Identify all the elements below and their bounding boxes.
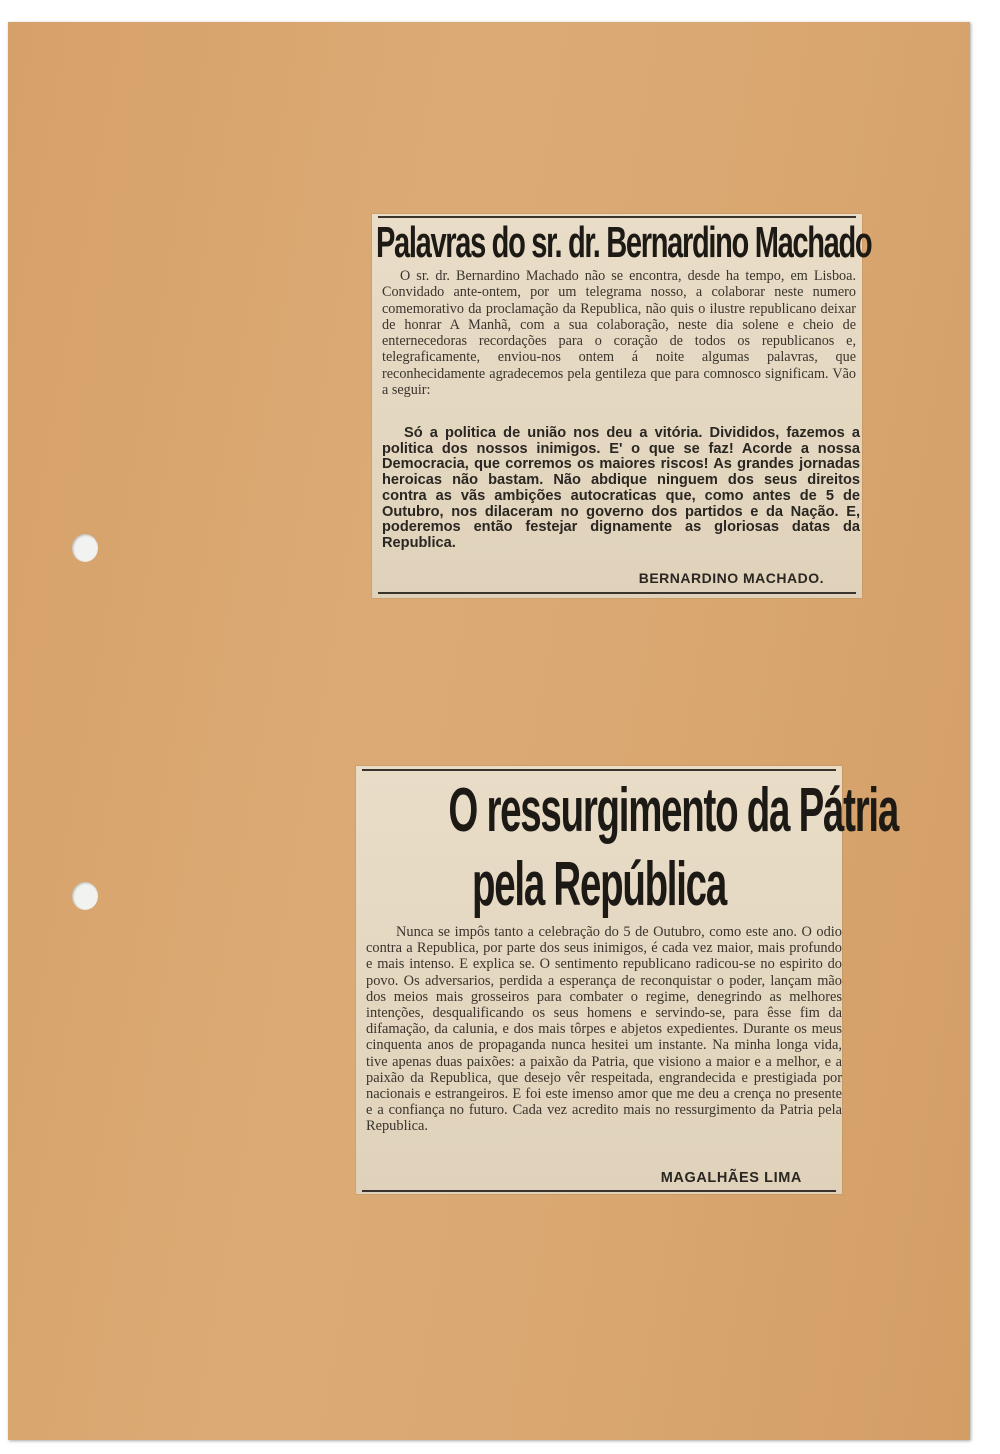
clipping-signature: MAGALHÃES LIMA — [660, 1170, 802, 1186]
punch-hole — [72, 534, 98, 562]
newspaper-clipping-magalhaes-lima — [356, 766, 898, 1194]
bottom-rule — [362, 1190, 836, 1192]
clipping-message-paragraph: Só a politica de união nos deu a vitória. Divididos, fazemos a politica dos nossos inimigos. E' o que se faz! Acorde a nossa Democracia, que corremos os maiores riscos! As grandes jornadas heroicas não bastam. Não abdique ninguem dos seus direitos contra as vãs ambições autocraticas que, como antes de 5 de Outubro, nos dilaceram no governo dos partidos e da Nação. E, poderemos então festejar dignamente as gloriosas datas da Republica. — [382, 425, 860, 551]
newspaper-clipping-bernardino-machado — [372, 214, 872, 598]
headline-line-1: O ressurgimento da Pátria — [448, 776, 898, 845]
punch-hole — [72, 882, 98, 910]
clipping-body-paragraph: Nunca se impôs tanto a celebração do 5 de Outubro, como este ano. O odio contra a Republica, por parte dos seus inimigos, é cada vez maior, mais profundo e mais intenso. E explica se. O sentimento republicano radicou-se no espirito do povo. Os adversarios, perdida a esperança de reconquistar o poder, lançam mão dos meios mais grosseiros para combater o regime, denegrindo as melhores intenções, desqualificando os seus homens e servindo-se, para êsse fim da difamação, da calunia, e dos mais tôrpes e abjetos expedientes. Durante os meus cinquenta anos de propaganda nunca hesitei um instante. Na minha longa vida, tive apenas duas paixões: a paixão da Patria, que visiono a maior e a melhor, e a paixão da Republica, que desejo vêr respeitada, engrandecida e prestigiada por nacionais e estrangeiros. E foi este imenso amor que me deu a crença no presente e a confiança no futuro. Cada vez acredito mais no ressurgimento da Patria pela Republica. — [366, 924, 842, 1135]
headline-line-2: pela República — [472, 850, 726, 919]
bottom-rule — [378, 592, 856, 594]
clipping-intro-paragraph: O sr. dr. Bernardino Machado não se encontra, desde ha tempo, em Lisboa. Convidado ante-ontem, por um telegrama nosso, a colaborar neste numero comemorativo da proclamação da Republica, não quis o ilustre republicano deixar de honrar A Manhã, com a sua colaboração, neste dia solene e cheio de enternecedoras recordações para o coração de todos os republicanos e, telegraficamente, enviou-nos ontem á noite algumas palavras, que reconhecidamente agradecemos pela gentileza que para comnosco significam. Vão a seguir: — [382, 268, 856, 399]
clipping-signature: BERNARDINO MACHADO. — [638, 570, 824, 586]
top-rule — [362, 769, 836, 771]
clipping-headline: Palavras do sr. dr. Bernardino Machado — [376, 218, 872, 267]
clipping-headline — [356, 774, 898, 922]
